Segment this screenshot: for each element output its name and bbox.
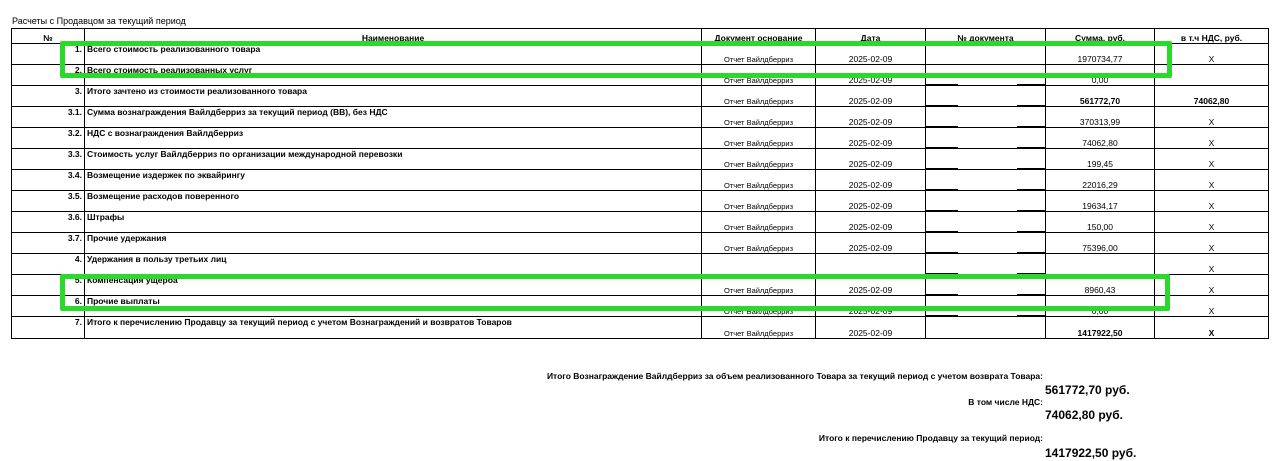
row-vat bbox=[1155, 65, 1269, 86]
header-name: Наименование bbox=[85, 29, 702, 44]
row-vat: Х bbox=[1155, 275, 1269, 296]
row-doc-number bbox=[926, 191, 1046, 212]
row-doc-number bbox=[926, 296, 1046, 317]
row-name: Компенсация ущерба bbox=[85, 275, 702, 296]
row-sum: 1970734,77 bbox=[1046, 44, 1155, 65]
row-date: 2025-02-09 bbox=[816, 65, 926, 86]
row-name: Итого зачтено из стоимости реализованного товара bbox=[85, 86, 702, 107]
row-number: 3.2. bbox=[12, 128, 85, 149]
row-date: 2025-02-09 bbox=[816, 212, 926, 233]
summary-payout-value: 1417922,50 руб. bbox=[1045, 446, 1137, 460]
table-row bbox=[12, 212, 1269, 233]
row-doc-basis: Отчет Вайлдберриз bbox=[702, 86, 816, 107]
row-vat: Х bbox=[1155, 128, 1269, 149]
row-date bbox=[816, 254, 926, 275]
row-name: Сумма вознаграждения Вайлдберриз за текущий период (ВВ), без НДС bbox=[85, 107, 702, 128]
row-sum: 22016,29 bbox=[1046, 170, 1155, 191]
row-sum: 370313,99 bbox=[1046, 107, 1155, 128]
row-vat: Х bbox=[1155, 212, 1269, 233]
row-doc-number bbox=[926, 107, 1046, 128]
row-number: 2. bbox=[12, 65, 85, 86]
summary-vat-label: В том числе НДС: bbox=[968, 397, 1043, 407]
row-name: Стоимость услуг Вайлдберриз по организации международной перевозки bbox=[85, 149, 702, 170]
row-vat: Х bbox=[1155, 254, 1269, 275]
row-vat: Х bbox=[1155, 191, 1269, 212]
row-sum: 561772,70 bbox=[1046, 86, 1155, 107]
table-row bbox=[12, 107, 1269, 128]
row-doc-basis bbox=[702, 254, 816, 275]
header-doc-number: № документа bbox=[926, 29, 1046, 44]
row-name: Возмещение расходов поверенного bbox=[85, 191, 702, 212]
row-doc-basis: Отчет Вайлдберриз bbox=[702, 128, 816, 149]
table-row bbox=[12, 86, 1269, 107]
row-doc-number bbox=[926, 128, 1046, 149]
row-number: 3.7. bbox=[12, 233, 85, 254]
row-doc-basis: Отчет Вайлдберриз bbox=[702, 65, 816, 86]
row-vat: Х bbox=[1155, 149, 1269, 170]
row-number: 3.3. bbox=[12, 149, 85, 170]
row-vat: Х bbox=[1155, 296, 1269, 317]
document-title: Расчеты с Продавцом за текущий период bbox=[12, 16, 186, 26]
header-vat: в т.ч НДС, руб. bbox=[1155, 29, 1269, 44]
row-date: 2025-02-09 bbox=[816, 86, 926, 107]
row-vat: 74062,80 bbox=[1155, 86, 1269, 107]
row-date: 2025-02-09 bbox=[816, 149, 926, 170]
row-doc-basis: Отчет Вайлдберриз bbox=[702, 212, 816, 233]
table-row bbox=[12, 170, 1269, 191]
row-date: 2025-02-09 bbox=[816, 317, 926, 339]
row-vat: Х bbox=[1155, 44, 1269, 65]
table-row bbox=[12, 233, 1269, 254]
row-number: 3.6. bbox=[12, 212, 85, 233]
row-number: 3.1. bbox=[12, 107, 85, 128]
row-number: 3.4. bbox=[12, 170, 85, 191]
row-sum: 199,45 bbox=[1046, 149, 1155, 170]
row-sum: 0,00 bbox=[1046, 65, 1155, 86]
table-row bbox=[12, 317, 1269, 339]
row-date: 2025-02-09 bbox=[816, 44, 926, 65]
row-number: 1. bbox=[12, 44, 85, 65]
row-doc-basis: Отчет Вайлдберриз bbox=[702, 275, 816, 296]
row-doc-number bbox=[926, 275, 1046, 296]
row-date: 2025-02-09 bbox=[816, 296, 926, 317]
row-number: 3.5. bbox=[12, 191, 85, 212]
row-date: 2025-02-09 bbox=[816, 275, 926, 296]
row-doc-number bbox=[926, 233, 1046, 254]
row-name: Прочие удержания bbox=[85, 233, 702, 254]
header-sum: Сумма, руб. bbox=[1046, 29, 1155, 44]
row-doc-number bbox=[926, 254, 1046, 275]
table-row bbox=[12, 149, 1269, 170]
row-vat: Х bbox=[1155, 317, 1269, 339]
row-doc-number bbox=[926, 65, 1046, 86]
row-date: 2025-02-09 bbox=[816, 233, 926, 254]
row-date: 2025-02-09 bbox=[816, 107, 926, 128]
row-sum: 74062,80 bbox=[1046, 128, 1155, 149]
row-number: 4. bbox=[12, 254, 85, 275]
table-row bbox=[12, 44, 1269, 65]
row-number: 7. bbox=[12, 317, 85, 339]
summary-payout-label: Итого к перечислению Продавцу за текущий период: bbox=[818, 433, 1043, 443]
table-row bbox=[12, 128, 1269, 149]
row-doc-basis: Отчет Вайлдберриз bbox=[702, 317, 816, 339]
table-row bbox=[12, 275, 1269, 296]
row-sum: 1417922,50 bbox=[1046, 317, 1155, 339]
table-row bbox=[12, 254, 1269, 275]
settlement-table bbox=[11, 28, 1269, 339]
row-doc-number bbox=[926, 317, 1046, 339]
row-vat: Х bbox=[1155, 170, 1269, 191]
row-doc-basis: Отчет Вайлдберриз bbox=[702, 191, 816, 212]
row-name: Всего стоимость реализованных услуг bbox=[85, 65, 702, 86]
row-doc-basis: Отчет Вайлдберриз bbox=[702, 170, 816, 191]
row-name: Возмещение издержек по эквайрингу bbox=[85, 170, 702, 191]
row-name: Всего стоимость реализованного товара bbox=[85, 44, 702, 65]
row-doc-basis: Отчет Вайлдберриз bbox=[702, 233, 816, 254]
row-number: 6. bbox=[12, 296, 85, 317]
row-sum: 19634,17 bbox=[1046, 191, 1155, 212]
header-doc-basis: Документ основание bbox=[702, 29, 816, 44]
row-doc-basis: Отчет Вайлдберриз bbox=[702, 44, 816, 65]
row-name: Прочие выплаты bbox=[85, 296, 702, 317]
summary-reward-label: Итого Вознаграждение Вайлдберриз за объем реализованного Товара за текущий период с учетом возврата Товара: bbox=[546, 371, 1043, 381]
row-sum: 8960,43 bbox=[1046, 275, 1155, 296]
header-num: № bbox=[12, 29, 85, 44]
row-doc-basis: Отчет Вайлдберриз bbox=[702, 149, 816, 170]
row-date: 2025-02-09 bbox=[816, 128, 926, 149]
summary-reward-value: 561772,70 руб. bbox=[1045, 383, 1130, 397]
row-doc-number bbox=[926, 44, 1046, 65]
row-sum: 75396,00 bbox=[1046, 233, 1155, 254]
row-name: Удержания в пользу третьих лиц bbox=[85, 254, 702, 275]
row-name: НДС с вознаграждения Вайлдберриз bbox=[85, 128, 702, 149]
row-name: Штрафы bbox=[85, 212, 702, 233]
table-row bbox=[12, 191, 1269, 212]
table-row bbox=[12, 296, 1269, 317]
header-date: Дата bbox=[816, 29, 926, 44]
row-sum: 150,00 bbox=[1046, 212, 1155, 233]
table-row bbox=[12, 65, 1269, 86]
row-doc-basis: Отчет Вайлдберриз bbox=[702, 107, 816, 128]
row-doc-number bbox=[926, 86, 1046, 107]
table-header-row bbox=[12, 29, 1269, 44]
row-sum bbox=[1046, 254, 1155, 275]
row-vat: Х bbox=[1155, 233, 1269, 254]
row-number: 5. bbox=[12, 275, 85, 296]
row-number: 3. bbox=[12, 86, 85, 107]
row-name: Итого к перечислению Продавцу за текущий период с учетом Вознаграждений и возвратов Товаров bbox=[85, 317, 702, 339]
summary-vat-value: 74062,80 руб. bbox=[1045, 408, 1123, 422]
row-doc-number bbox=[926, 149, 1046, 170]
row-doc-basis: Отчет Вайлдберриз bbox=[702, 296, 816, 317]
row-date: 2025-02-09 bbox=[816, 191, 926, 212]
row-doc-number bbox=[926, 212, 1046, 233]
row-sum: 0,00 bbox=[1046, 296, 1155, 317]
row-vat: Х bbox=[1155, 107, 1269, 128]
row-doc-number bbox=[926, 170, 1046, 191]
row-date: 2025-02-09 bbox=[816, 170, 926, 191]
